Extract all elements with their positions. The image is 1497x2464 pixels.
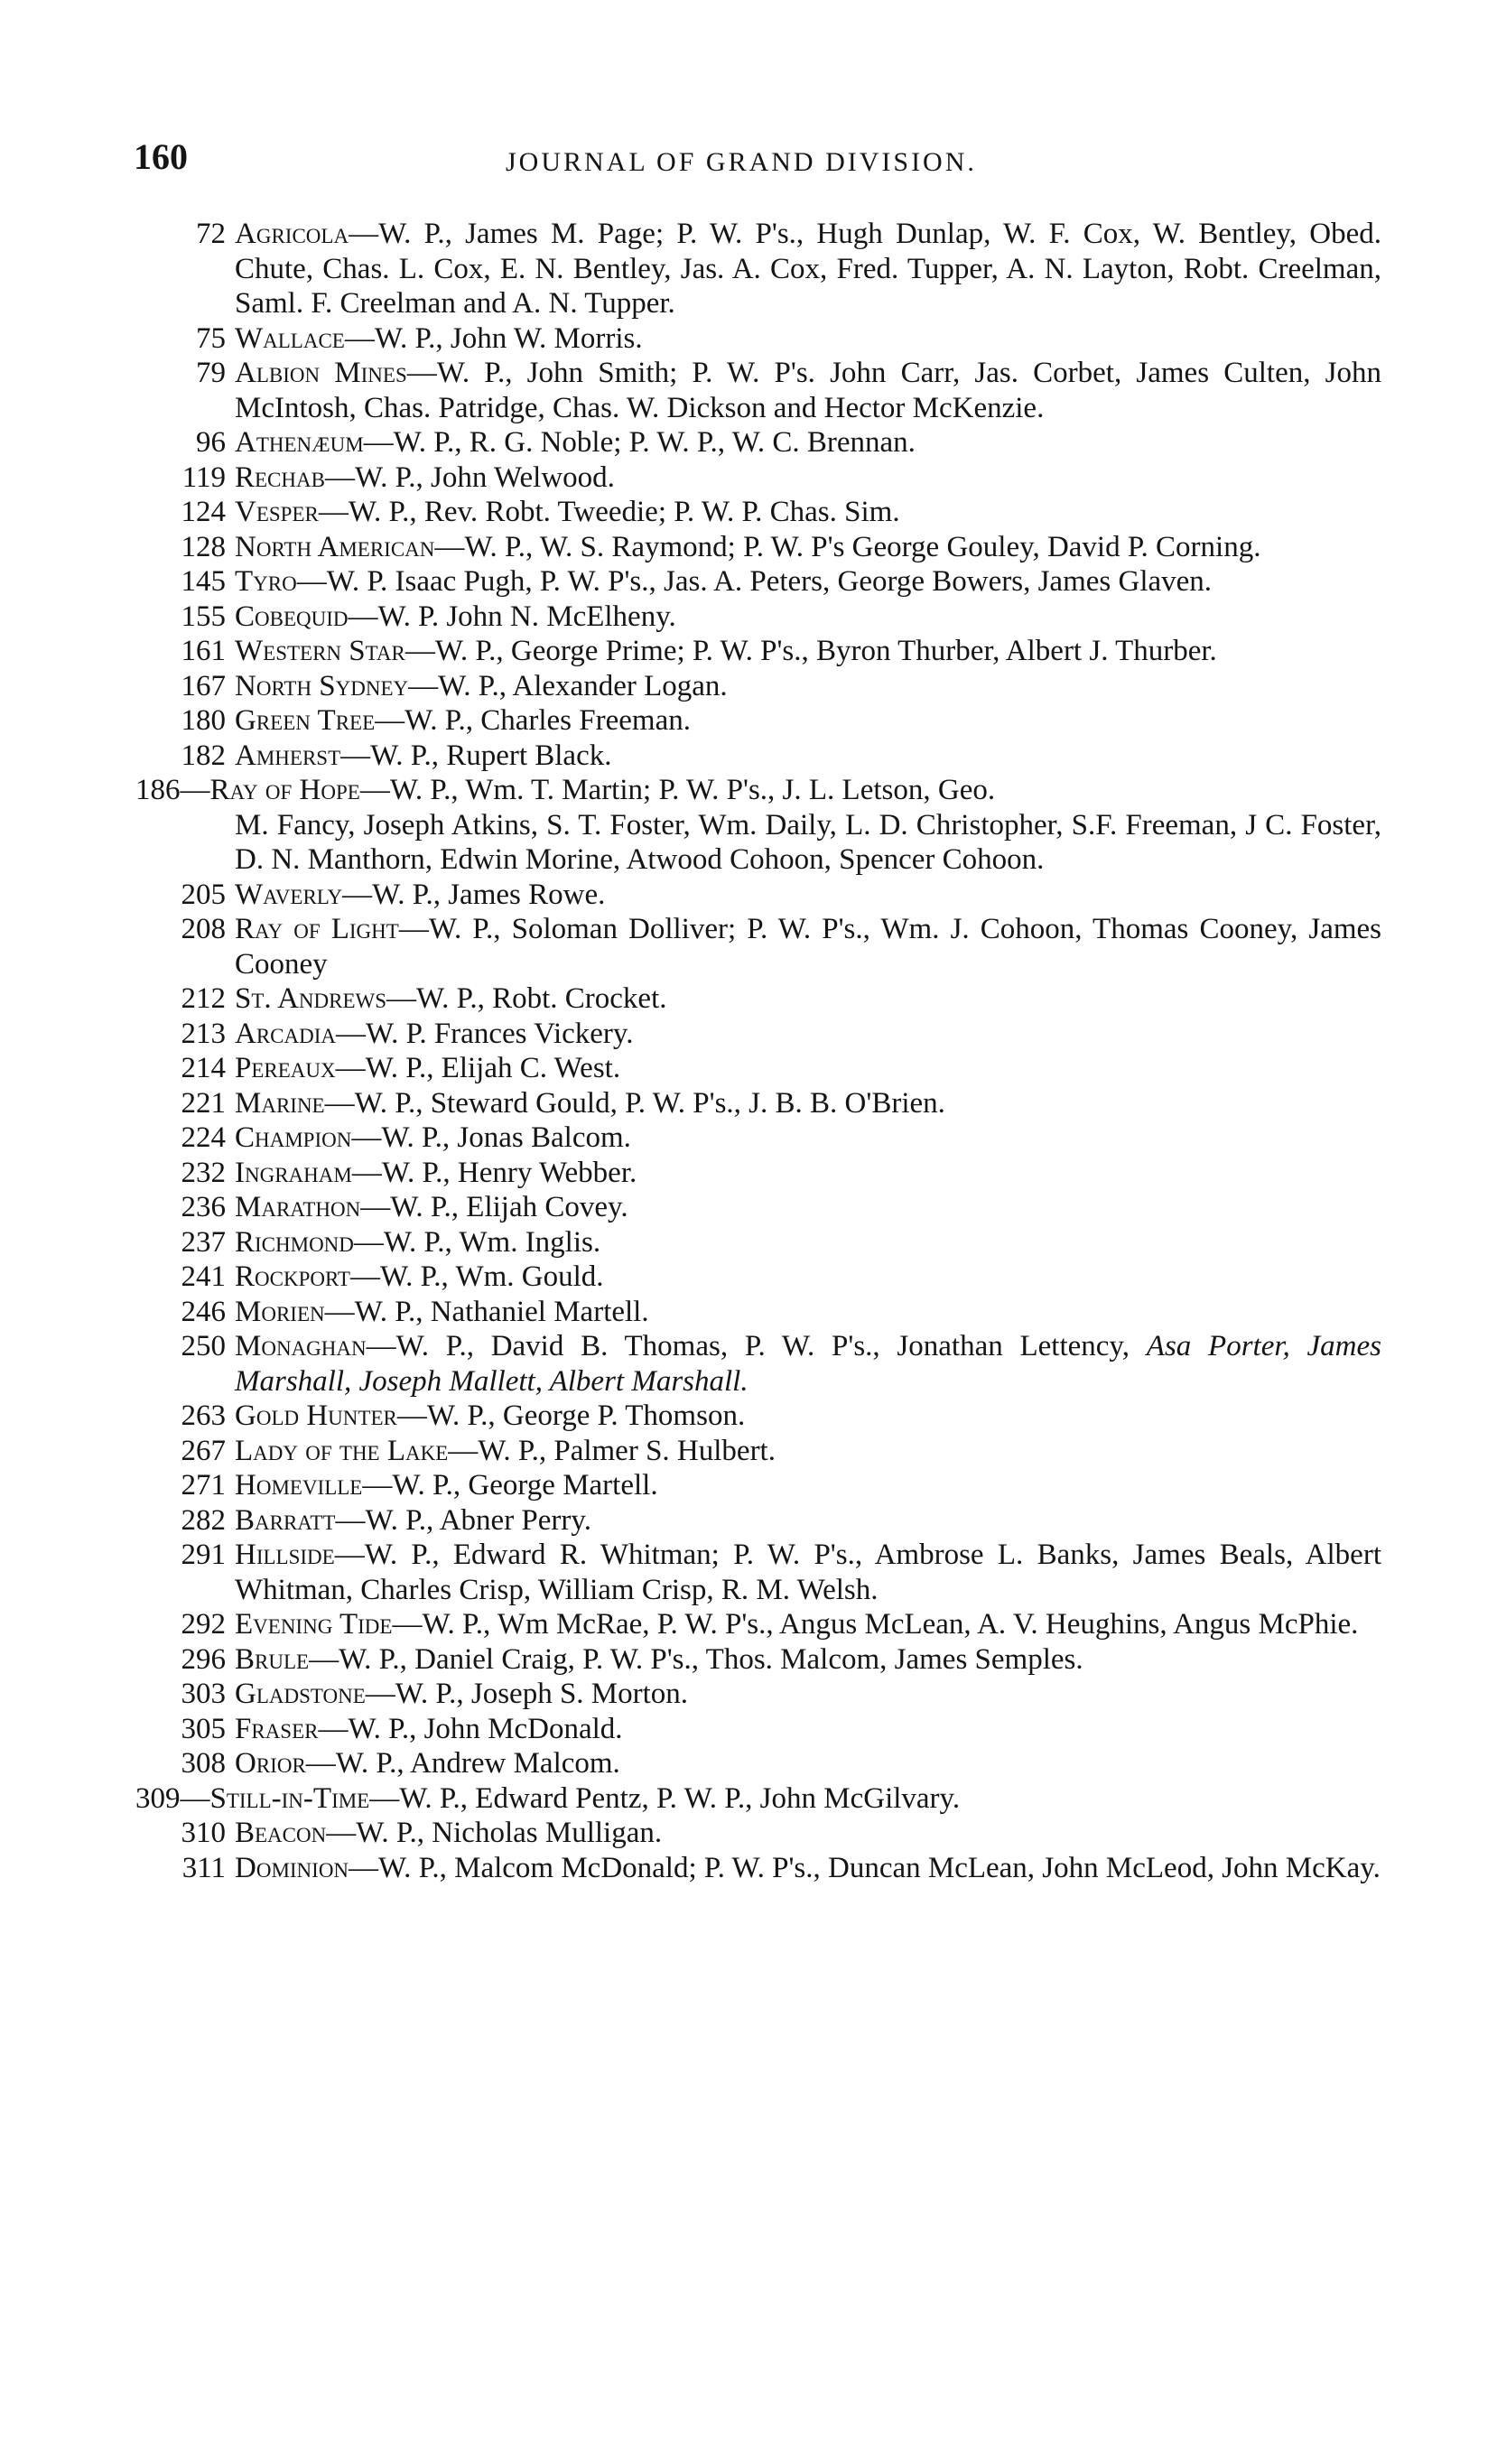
lodge-entry [135, 460, 1381, 496]
lodge-name: Brule [235, 1642, 310, 1676]
lodge-entry [135, 1607, 1381, 1642]
lodge-entry [135, 1468, 1381, 1503]
officers-text: —W. P., Daniel Craig, P. W. P's., Thos. Malcom, James Semples. [309, 1642, 1083, 1676]
lodge-entry [135, 356, 1381, 425]
lodge-name: Gold Hunter [235, 1399, 397, 1432]
lodge-number: 212 [181, 982, 226, 1015]
lodge-name: Ray of Hope [209, 774, 360, 806]
officers-text: —W. P., Nicholas Mulligan. [326, 1817, 663, 1849]
lodge-entry [135, 1329, 1381, 1399]
lodge-entry [135, 1156, 1381, 1191]
lodge-name: Tyro [235, 565, 297, 598]
officers-text: —W. P., John McDonald. [318, 1712, 623, 1745]
lodge-number: 308 [181, 1747, 226, 1780]
officers-text: —W. P., Alexander Logan. [408, 669, 728, 702]
officers-text: —W. P., Jonas Balcom. [351, 1121, 631, 1154]
lodge-entry [135, 773, 1381, 878]
lodge-entry [135, 1503, 1381, 1539]
officers-text: —W. P., Edward Pentz, P. W. P., John McGilvary. [369, 1781, 961, 1815]
lodge-entry [135, 495, 1381, 530]
lodge-name: Still-in-Time [209, 1781, 370, 1815]
lodge-name: Beacon [235, 1817, 327, 1849]
lodge-name: Lady of the Lake [235, 1434, 449, 1467]
officers-text: —W. P., Wm McRae, P. W. P's., Angus McLean, A. V. Heughins, Angus McPhie. [392, 1608, 1359, 1641]
officers-text: —W. P., George Martell. [362, 1469, 658, 1502]
lodge-number: 79 [196, 357, 226, 389]
lodge-name: Waverly [235, 878, 343, 911]
officers-text: —W. P., Elijah C. West. [335, 1052, 621, 1084]
lodge-number: 119 [181, 460, 226, 494]
officers-text: —W. P. John N. McElheny. [348, 600, 676, 633]
lodge-entry [135, 1017, 1381, 1052]
lodge-number: 263 [181, 1399, 226, 1432]
lodge-name: Marathon [235, 1191, 361, 1223]
officers-text: —W. P., Wm. T. Martin; P. W. P's., J. L. Letson, Geo. [359, 774, 996, 806]
lodge-entry [135, 1816, 1381, 1851]
lodge-name: St. Andrews [235, 982, 387, 1015]
lodge-number: 145 [181, 565, 226, 598]
lodge-entry [135, 634, 1381, 669]
officers-text: —W. P., Charles Freeman. [375, 704, 691, 737]
lodge-name: Evening Tide [235, 1608, 393, 1641]
officers-text: —W. P., Robt. Crocket. [386, 982, 667, 1015]
lodge-entry [135, 912, 1381, 981]
lodge-number: 161 [181, 635, 226, 667]
lodge-entry [135, 600, 1381, 635]
lodge-entry [135, 669, 1381, 704]
lodge-name: Morien [235, 1295, 325, 1328]
lodge-name: Pereaux [235, 1052, 336, 1084]
lodge-number: 271 [181, 1469, 226, 1502]
lodge-number: 296 [181, 1642, 226, 1676]
officers-text: —W. P., George Prime; P. W. P's., Byron Thurber, Albert J. Thurber. [404, 635, 1217, 667]
lodge-number: 232 [181, 1156, 226, 1189]
lodge-entry [135, 1851, 1381, 1886]
officers-text: —W. P., James M. Page; P. W. P's., Hugh Dunlap, W. F. Cox, W. Bentley, Obed. Chute, Chas. L. Cox, E. N. Bentley, Jas. A. Cox, Fred. Tupper, A. N. Layton, Robt. Creelman, Saml. F. Creelman and A. N. Tupper. [235, 218, 1381, 320]
lodge-name: Western Star [235, 635, 405, 667]
lodge-number: 180 [181, 704, 226, 737]
lodge-entry [135, 878, 1381, 913]
lodge-number: 246 [181, 1295, 226, 1328]
lodge-name: Vesper [235, 496, 319, 528]
lodge-entry [135, 1260, 1381, 1295]
officers-text: —W. P., Steward Gould, P. W. P's., J. B. B. O'Brien. [324, 1086, 945, 1120]
lodge-name: Homeville [235, 1469, 363, 1502]
lodge-number: 250 [181, 1330, 226, 1362]
lodge-name: Arcadia [235, 1017, 337, 1050]
lodge-number: 311 [181, 1851, 226, 1884]
lodge-number: 205 [181, 878, 226, 911]
lodge-number: 186— [135, 774, 210, 806]
lodge-entry [135, 1120, 1381, 1156]
lodge-list [135, 217, 1381, 1885]
page-number: 160 [134, 136, 188, 177]
lodge-number: 213 [181, 1017, 226, 1050]
lodge-name: Richmond [235, 1225, 354, 1259]
lodge-name: Ray of Light [235, 913, 399, 945]
officers-text: —W. P., Malcom McDonald; P. W. P's., Duncan McLean, John McLeod, John McKay. [349, 1851, 1381, 1884]
officers-text-italic: Asa Porter, James Marshall, Joseph Mallett, Albert Marshall. [235, 1330, 1381, 1398]
lodge-entry [135, 739, 1381, 774]
officers-text: —W. P., Andrew Malcom. [305, 1747, 620, 1780]
lodge-number: 310 [181, 1817, 226, 1849]
lodge-entry [135, 1225, 1381, 1260]
lodge-number: 72 [196, 218, 226, 250]
lodge-entry [135, 1712, 1381, 1747]
lodge-number: 155 [181, 600, 226, 633]
lodge-number: 236 [181, 1191, 226, 1223]
officers-text: —W. P., John W. Morris. [344, 321, 643, 355]
officers-text: —W. P., George P. Thomson. [396, 1399, 746, 1432]
lodge-number: 241 [181, 1260, 226, 1293]
lodge-name: Athenæum [235, 426, 364, 459]
running-head: JOURNAL OF GRAND DIVISION. [506, 147, 977, 177]
lodge-number: 267 [181, 1434, 226, 1467]
officers-text: —W. P., W. S. Raymond; P. W. P's George Gouley, David P. Corning. [434, 530, 1261, 563]
lodge-number: 124 [181, 496, 226, 528]
lodge-entry [135, 1677, 1381, 1712]
lodge-number: 167 [181, 669, 226, 702]
officers-text: —W. P. Frances Vickery. [336, 1017, 634, 1050]
lodge-entry [135, 1642, 1381, 1678]
lodge-entry [135, 1295, 1381, 1330]
lodge-name: Albion Mines [235, 357, 407, 389]
lodge-entry [135, 530, 1381, 565]
lodge-entry [135, 1434, 1381, 1469]
officers-text: —W. P., Rev. Robt. Tweedie; P. W. P. Chas. Sim. [318, 496, 900, 528]
lodge-entry [135, 1538, 1381, 1607]
lodge-number: 291 [181, 1539, 226, 1571]
lodge-entry [135, 217, 1381, 321]
lodge-number: 292 [181, 1608, 226, 1641]
lodge-name: Hillside [235, 1539, 335, 1571]
officers-text: —W. P., James Rowe. [342, 878, 606, 911]
officers-text: —W. P., Abner Perry. [335, 1503, 592, 1537]
officers-text: —W. P., Henry Webber. [351, 1156, 637, 1189]
officers-text: —W. P., David B. Thomas, P. W. P's., Jonathan Lettency, [366, 1330, 1130, 1362]
officers-text: —W. P., R. G. Noble; P. W. P., W. C. Brennan. [363, 426, 916, 459]
lodge-number: 305 [181, 1712, 226, 1745]
lodge-number: 208 [181, 913, 226, 945]
lodge-name: Green Tree [235, 704, 376, 737]
lodge-entry [135, 703, 1381, 739]
lodge-name: North Sydney [235, 669, 409, 702]
lodge-name: Fraser [235, 1712, 319, 1745]
lodge-entry [135, 564, 1381, 600]
lodge-number: 303 [181, 1678, 226, 1710]
lodge-number: 224 [181, 1121, 226, 1154]
officers-text: —W. P., Soloman Dolliver; P. W. P's., Wm. J. Cohoon, Thomas Cooney, James Cooney [235, 913, 1381, 981]
lodge-entry [135, 1051, 1381, 1086]
lodge-name: Dominion [235, 1851, 349, 1884]
lodge-number: 214 [181, 1052, 226, 1084]
officers-text: —W. P., Wm. Inglis. [353, 1225, 601, 1259]
lodge-name: North American [235, 530, 435, 563]
lodge-number: 75 [196, 321, 226, 355]
lodge-name: Wallace [235, 321, 345, 355]
lodge-number: 282 [181, 1503, 226, 1537]
officers-text: —W. P. Isaac Pugh, P. W. P's., Jas. A. Peters, George Bowers, James Glaven. [296, 565, 1213, 598]
lodge-number: 309— [135, 1781, 210, 1815]
lodge-number: 128 [181, 530, 226, 563]
officers-text: —W. P., Nathaniel Martell. [324, 1295, 649, 1328]
lodge-name: Gladstone [235, 1678, 366, 1710]
lodge-name: Barratt [235, 1503, 336, 1537]
lodge-entry [135, 981, 1381, 1017]
officers-text: —W. P., Wm. Gould. [349, 1260, 604, 1293]
lodge-number: 221 [181, 1086, 226, 1120]
lodge-entry [135, 1086, 1381, 1121]
lodge-name: Amherst [235, 739, 341, 772]
lodge-name: Rockport [235, 1260, 350, 1293]
lodge-entry [135, 1399, 1381, 1434]
lodge-entry [135, 1190, 1381, 1225]
lodge-name: Cobequid [235, 600, 349, 633]
officers-text: —W. P., Joseph S. Morton. [365, 1678, 689, 1710]
lodge-number: 96 [196, 426, 226, 459]
lodge-entry [135, 1746, 1381, 1781]
officers-text: —W. P., Edward R. Whitman; P. W. P's., Ambrose L. Banks, James Beals, Albert Whitman, Charles Crisp, William Crisp, R. M. Welsh. [235, 1539, 1381, 1606]
officers-text: —W. P., Palmer S. Hulbert. [448, 1434, 776, 1467]
officers-text-continued: M. Fancy, Joseph Atkins, S. T. Foster, Wm. Daily, L. D. Christopher, S.F. Freeman, J C. Foster, D. N. Manthorn, Edwin Morine, Atwood Cohoon, Spencer Cohoon. [235, 808, 1381, 876]
lodge-name: Champion [235, 1121, 352, 1154]
lodge-entry [135, 425, 1381, 460]
officers-text: —W. P., John Welwood. [324, 460, 615, 494]
lodge-name: Rechab [235, 460, 325, 494]
lodge-number: 237 [181, 1225, 226, 1259]
lodge-entry [135, 1781, 1381, 1817]
lodge-name: Marine [235, 1086, 325, 1120]
officers-text: —W. P., Rupert Black. [340, 739, 612, 772]
lodge-number: 182 [181, 739, 226, 772]
lodge-name: Orior [235, 1747, 306, 1780]
lodge-name: Agricola [235, 218, 349, 250]
lodge-name: Monaghan [235, 1330, 367, 1362]
lodge-entry [135, 321, 1381, 357]
lodge-name: Ingraham [235, 1156, 352, 1189]
officers-text: —W. P., Elijah Covey. [360, 1191, 628, 1223]
officers-text: —W. P., John Smith; P. W. P's. John Carr, Jas. Corbet, James Culten, John McIntosh, Chas. Patridge, Chas. W. Dickson and Hector McKenzie. [235, 357, 1382, 424]
